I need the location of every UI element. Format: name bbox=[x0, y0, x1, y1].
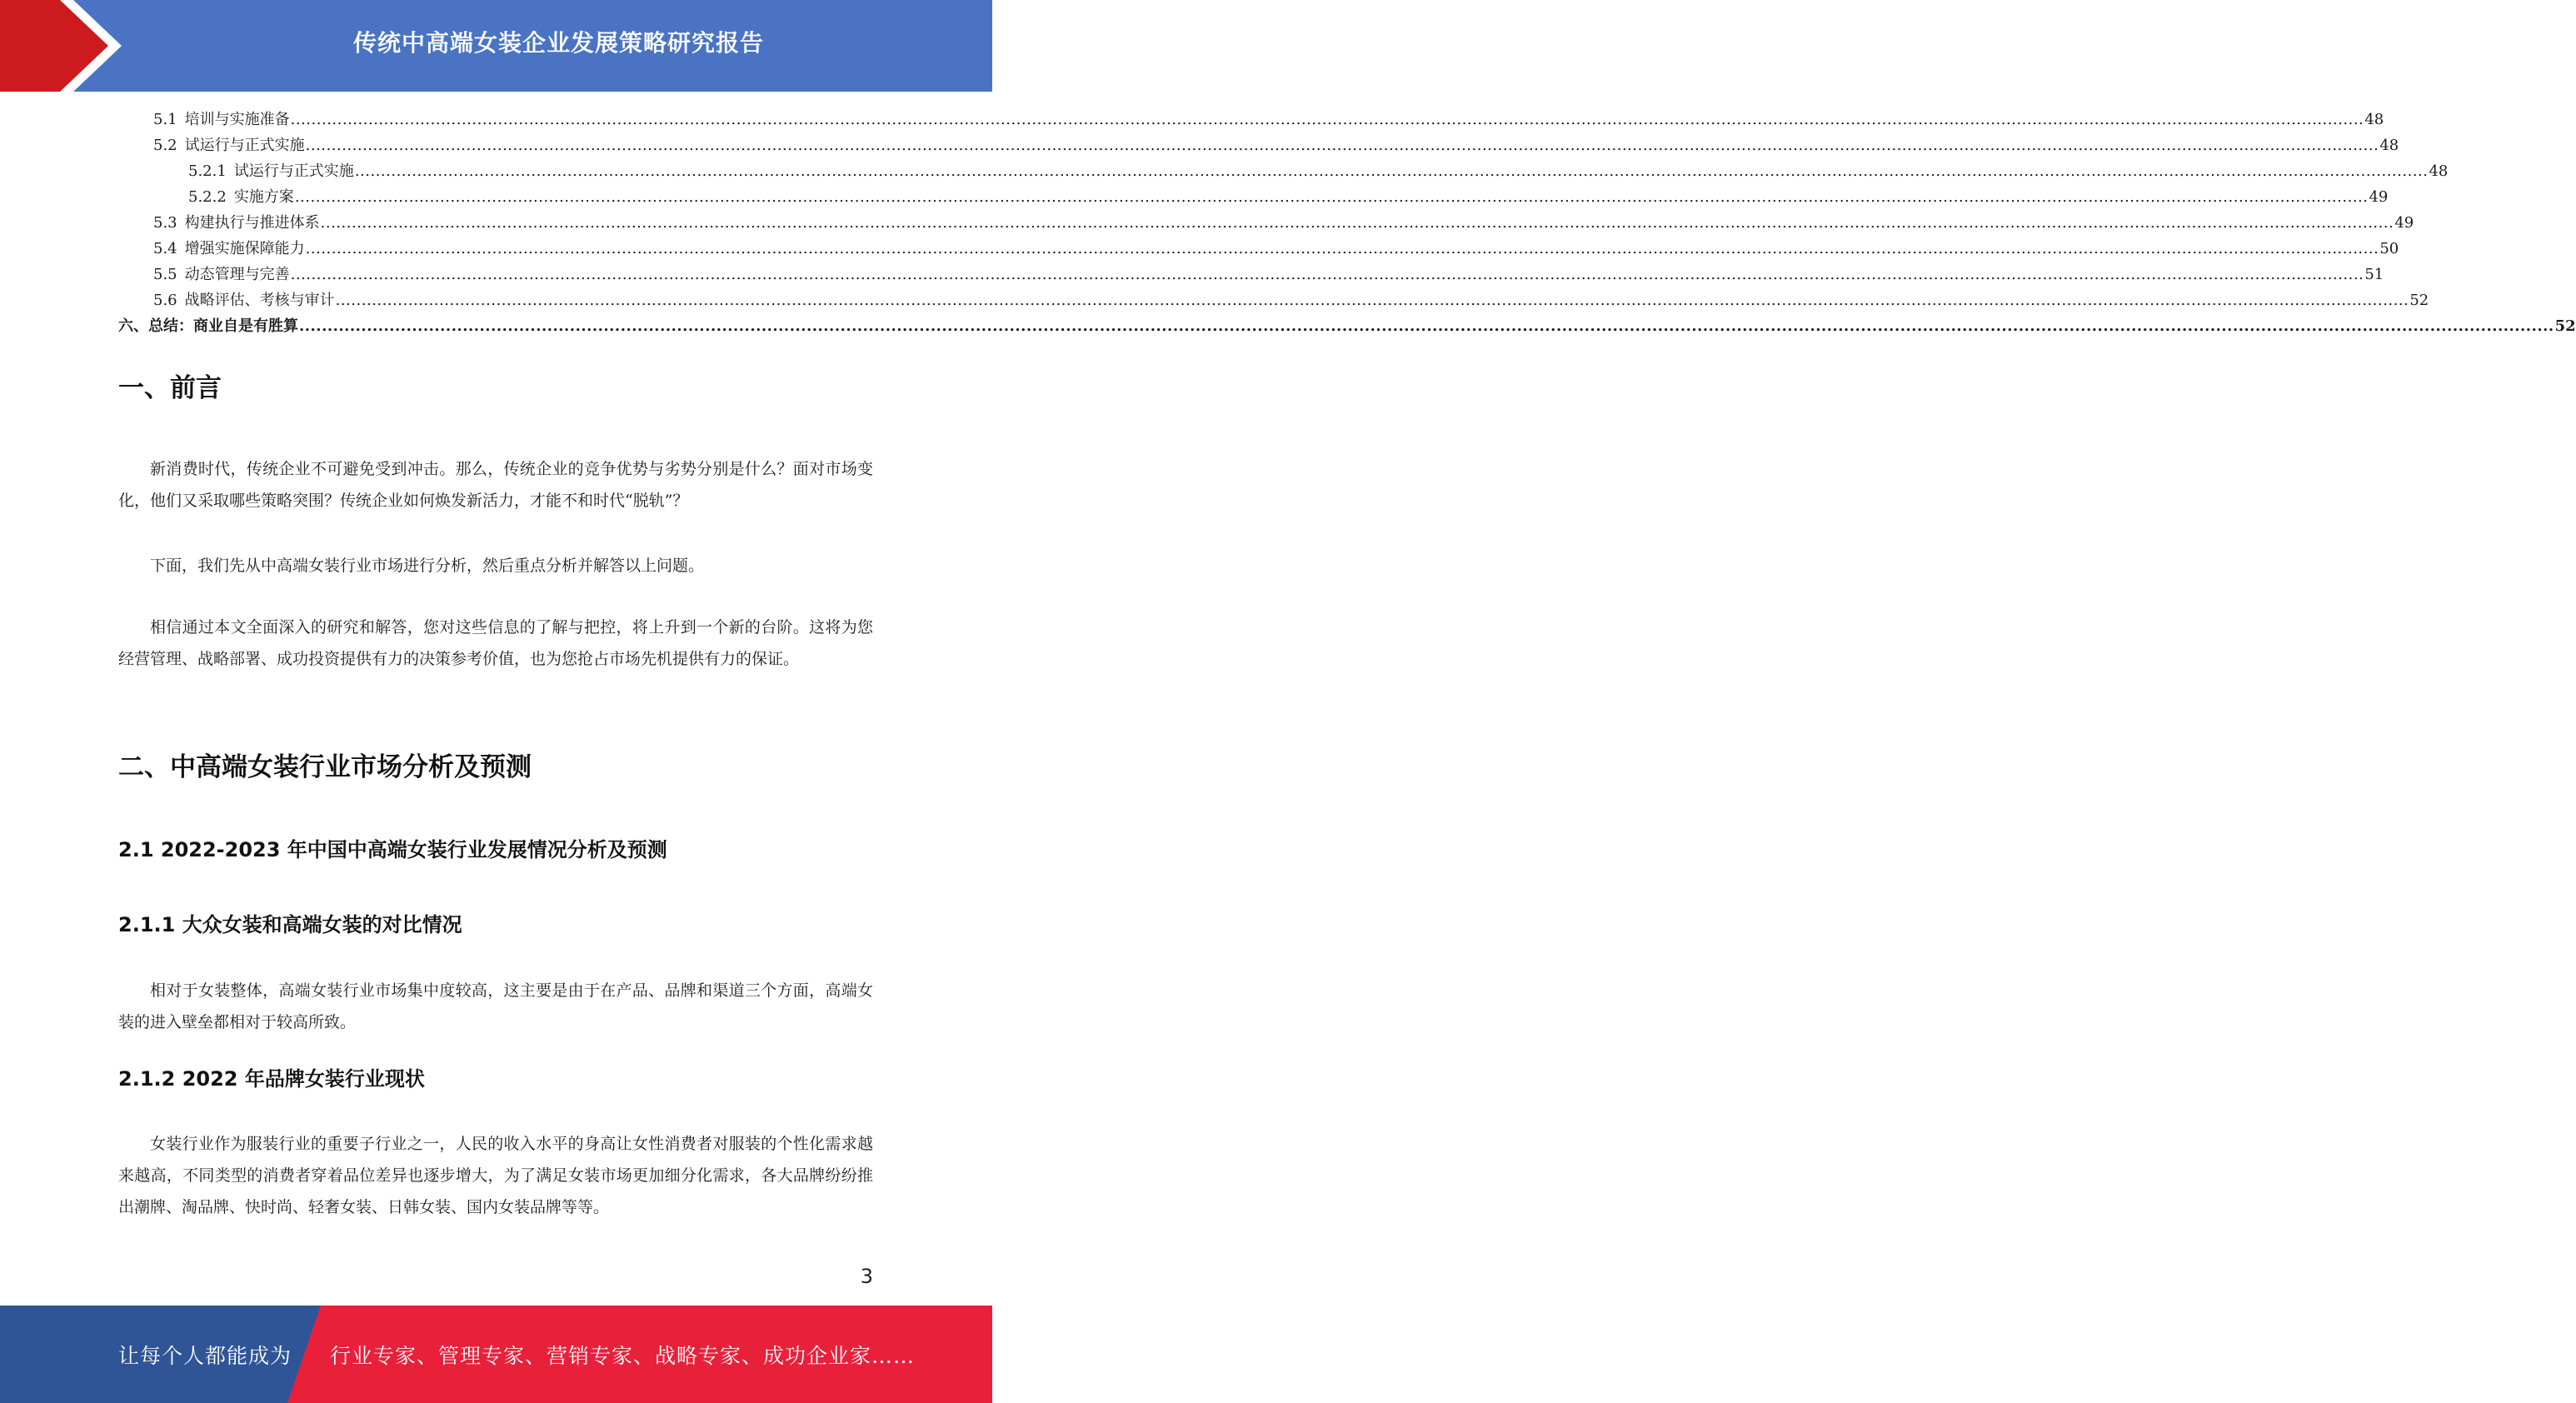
toc-leader-dots: ................................................................................................................................................................................................................................................................................................................................................................................................................ bbox=[290, 111, 2364, 128]
toc-entry-title: 增强实施保障能力 bbox=[184, 240, 305, 257]
toc-entry[interactable] bbox=[118, 287, 2429, 313]
toc-entry-title: 动态管理与完善 bbox=[184, 266, 290, 283]
section-title-market-analysis: 二、中高端女装行业市场分析及预测 bbox=[118, 752, 532, 782]
toc-entry[interactable] bbox=[118, 236, 2399, 262]
toc-entry-page: 52 bbox=[2554, 317, 2576, 335]
paragraph: 新消费时代，传统企业不可避免受到冲击。那么，传统企业的竞争优势与劣势分别是什么？面对市场变化，他们又采取哪些策略突围？传统企业如何焕发新活力，才能不和时代“脱轨”？ bbox=[118, 460, 873, 510]
toc-entry-title: 战略评估、考核与审计 bbox=[184, 292, 335, 309]
toc-leader-dots: ................................................................................................................................................................................................................................................................................................................................................................................................................ bbox=[305, 240, 2379, 257]
toc-leader-dots: ................................................................................................................................................................................................................................................................................................................................................................................................................ bbox=[320, 214, 2394, 232]
toc-entry-page: 50 bbox=[2379, 240, 2399, 257]
toc-entry-page: 48 bbox=[2379, 137, 2399, 154]
toc-entry-number: 5.5 bbox=[153, 266, 177, 283]
paragraph: 女装行业作为服装行业的重要子行业之一，人民的收入水平的身高让女性消费者对服装的个性化需求越来越高，不同类型的消费者穿着品位差异也逐步增大，为了满足女装市场更加细分化需求，各大品牌纷纷推出潮牌、淘品牌、快时尚、轻奢女装、日韩女装、国内女装品牌等等。 bbox=[118, 1135, 873, 1216]
toc-leader-dots: ................................................................................................................................................................................................................................................................................................................................................................................................................ bbox=[294, 188, 2369, 206]
subsection-title-2-1: 2.1 2022-2023 年中国中高端女装行业发展情况分析及预测 bbox=[118, 838, 667, 861]
toc-entry[interactable] bbox=[118, 132, 2399, 158]
toc-leader-dots: ................................................................................................................................................................................................................................................................................................................................................................................................................ bbox=[354, 162, 2429, 180]
toc-entry-number: 5.1 bbox=[153, 111, 177, 128]
toc-entry-page: 51 bbox=[2364, 266, 2384, 283]
toc-entry-title: 培训与实施准备 bbox=[184, 111, 290, 128]
footer-slogan-left: 让每个人都能成为 bbox=[118, 1343, 292, 1368]
toc-entry-number: 5.2.2 bbox=[188, 188, 227, 206]
toc-entry[interactable] bbox=[118, 107, 2384, 132]
footer-band bbox=[0, 1306, 992, 1403]
toc-entry[interactable] bbox=[118, 313, 2576, 339]
footer-slogan-right: 行业专家、管理专家、营销专家、战略专家、成功企业家…… bbox=[330, 1343, 916, 1368]
document-title: 传统中高端女装企业发展策略研究报告 bbox=[352, 29, 764, 57]
subsection-title-2-1-1: 2.1.1 大众女装和高端女装的对比情况 bbox=[118, 913, 462, 936]
toc-entry-number: 5.3 bbox=[153, 214, 177, 232]
toc-entry-title: 六、总结：商业自是有胜算 bbox=[118, 317, 298, 335]
toc-entry[interactable] bbox=[118, 262, 2384, 287]
toc-entry-page: 48 bbox=[2429, 162, 2449, 180]
toc-entry-page: 49 bbox=[2369, 188, 2389, 206]
toc-entry-page: 49 bbox=[2394, 214, 2414, 232]
toc-entry-number: 5.2.1 bbox=[188, 162, 227, 180]
toc-entry-title: 试运行与正式实施 bbox=[233, 162, 354, 180]
toc-leader-dots: ................................................................................................................................................................................................................................................................................................................................................................................................................ bbox=[335, 292, 2409, 309]
section-title-preface: 一、前言 bbox=[118, 373, 222, 403]
toc-entry-number: 5.2 bbox=[153, 137, 177, 154]
subsection-title-2-1-2: 2.1.2 2022 年品牌女装行业现状 bbox=[118, 1067, 425, 1091]
toc-entry-number: 5.4 bbox=[153, 240, 177, 257]
header-band bbox=[0, 0, 992, 92]
toc-entry[interactable] bbox=[118, 184, 2389, 210]
toc-leader-dots: ................................................................................................................................................................................................................................................................................................................................................................................................................ bbox=[299, 317, 2554, 335]
paragraph: 相对于女装整体，高端女装行业市场集中度较高，这主要是由于在产品、品牌和渠道三个方面，高端女装的进入壁垒都相对于较高所致。 bbox=[118, 981, 873, 1031]
toc-entry-page: 52 bbox=[2409, 292, 2429, 309]
page-number: 3 bbox=[860, 1265, 873, 1288]
toc-entry-title: 实施方案 bbox=[233, 188, 294, 206]
paragraph: 下面，我们先从中高端女装行业市场进行分析，然后重点分析并解答以上问题。 bbox=[150, 557, 705, 575]
paragraph: 相信通过本文全面深入的研究和解答，您对这些信息的了解与把控，将上升到一个新的台阶。这将为您经营管理、战略部署、成功投资提供有力的决策参考价值，也为您抢占市场先机提供有力的保证。 bbox=[118, 618, 873, 668]
toc-entry-title: 构建执行与推进体系 bbox=[184, 214, 320, 232]
toc-entry[interactable] bbox=[118, 210, 2414, 236]
table-of-contents bbox=[118, 107, 2576, 339]
toc-entry[interactable] bbox=[118, 158, 2449, 184]
toc-entry-title: 试运行与正式实施 bbox=[184, 137, 305, 154]
toc-leader-dots: ................................................................................................................................................................................................................................................................................................................................................................................................................ bbox=[305, 137, 2379, 154]
toc-leader-dots: ................................................................................................................................................................................................................................................................................................................................................................................................................ bbox=[290, 266, 2364, 283]
toc-entry-page: 48 bbox=[2364, 111, 2384, 128]
toc-entry-number: 5.6 bbox=[153, 292, 177, 309]
